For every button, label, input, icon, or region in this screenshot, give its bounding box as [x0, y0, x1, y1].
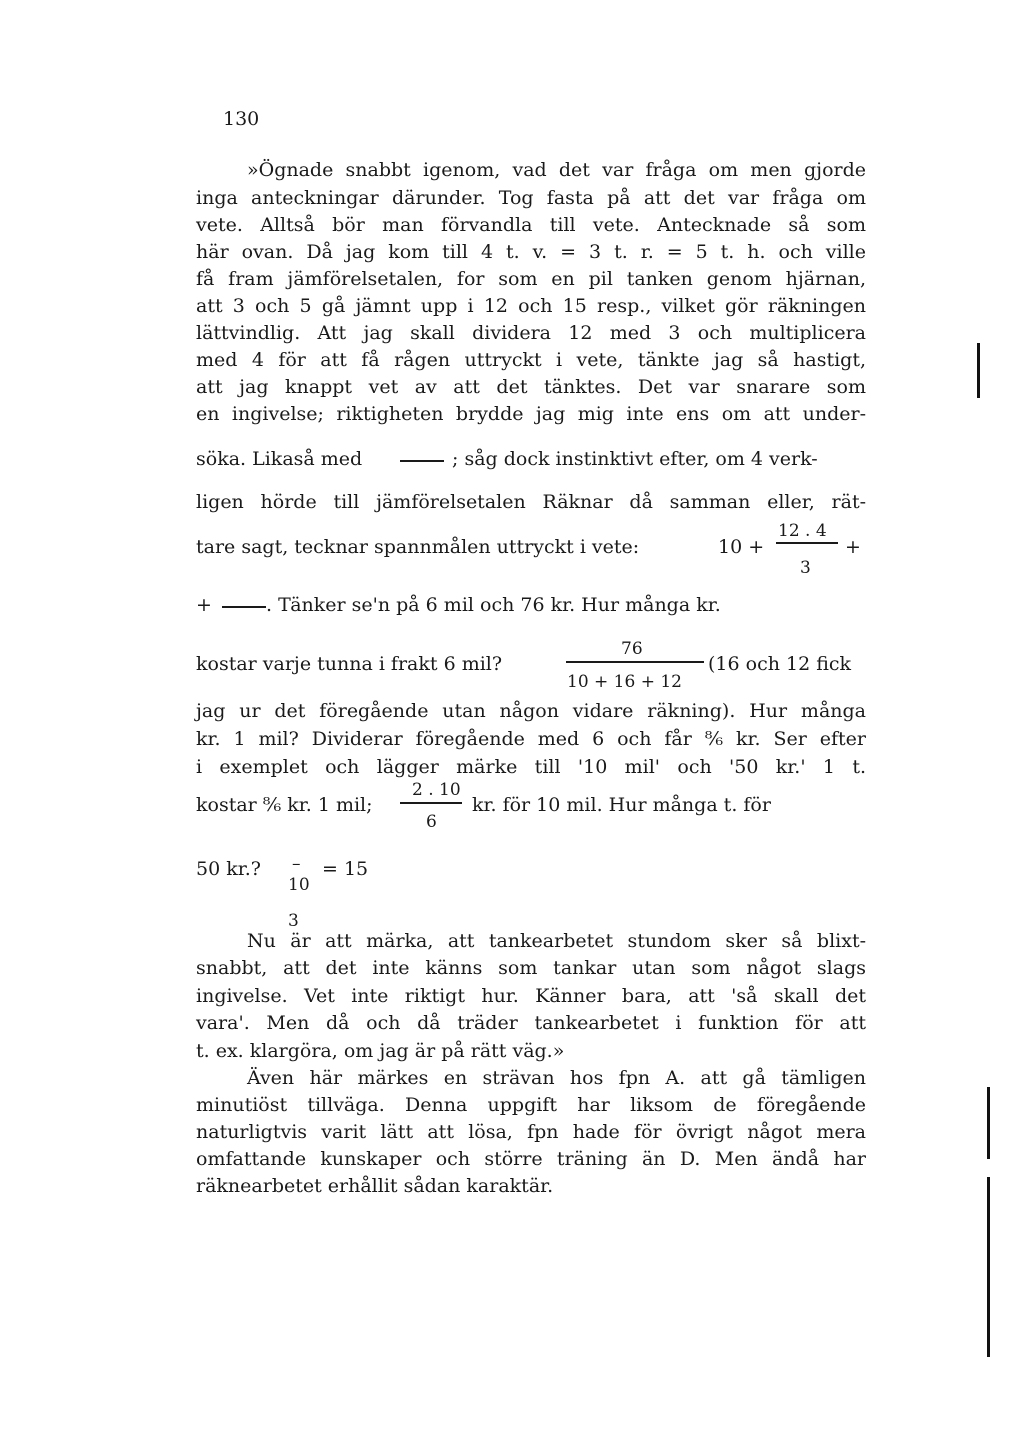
text-fragment: 50 kr.?: [196, 858, 261, 880]
text-fragment: +: [196, 594, 212, 616]
text-line: vara'. Men då och då träder tankearbetet i funktion för att: [196, 1012, 866, 1034]
text-line: minutiöst tillväga. Denna uppgift har liksom de föregående: [196, 1094, 866, 1116]
fraction-bar: [566, 661, 704, 663]
text-line: Nu är att märka, att tankearbetet stundom sker så blixt-: [247, 930, 866, 952]
text-fragment: kr. för 10 mil. Hur många t. för: [472, 794, 771, 816]
text-line: snabbt, att det inte känns som tankar utan som något slags: [196, 957, 866, 979]
text-line: vete. Alltså bör man förvandla till vete. Antecknade så som: [196, 214, 866, 236]
text-line: ligen hörde till jämförelsetalen Räknar då samman eller, rät-: [196, 491, 866, 513]
text-line: i exemplet och lägger märke till '10 mil' och '50 kr.' 1 t.: [196, 756, 866, 778]
fraction-numerator: 2 . 10: [412, 780, 461, 800]
scan-margin-mark: [987, 1177, 990, 1357]
text-line: ingivelse. Vet inte riktigt hur. Känner bara, att 'så skall det: [196, 985, 866, 1007]
fraction-numerator: –: [292, 854, 301, 874]
text-fragment: ; såg dock instinktivt efter, om 4 verk-: [452, 448, 818, 470]
text-line: med 4 för att få rågen uttryckt i vete, tänkte jag så hastigt,: [196, 349, 866, 371]
text-line: att jag knappt vet av att det tänktes. Det var snarare som: [196, 376, 866, 398]
text-line: en ingivelse; riktigheten brydde jag mig inte ens om att under-: [196, 403, 866, 425]
scan-margin-mark: [977, 343, 980, 398]
fraction-denominator: 10: [288, 875, 310, 895]
text-line: inga anteckningar därunder. Tog fasta på att det var fråga om: [196, 187, 866, 209]
text-line: t. ex. klargöra, om jag är på rätt väg.»: [196, 1040, 565, 1062]
fraction-numerator: 12 . 4: [778, 521, 827, 541]
text-line: »Ögnade snabbt igenom, vad det var fråga om men gjorde: [247, 159, 866, 181]
fraction-denominator: 6: [426, 812, 437, 832]
text-line: här ovan. Då jag kom till 4 t. v. = 3 t. r. = 5 t. h. och ville: [196, 241, 866, 263]
text-line: räknearbetet erhållit sådan karaktär.: [196, 1175, 554, 1197]
stray-digit: 3: [288, 911, 299, 931]
fraction-bar: [400, 802, 462, 804]
fraction-numerator: 76: [621, 639, 643, 659]
fraction-denominator: 10 + 16 + 12: [567, 672, 682, 692]
fraction-denominator: 3: [800, 558, 811, 578]
fraction-blank: [400, 460, 444, 462]
text-fragment: . Tänker se'n på 6 mil och 76 kr. Hur många kr.: [266, 594, 721, 616]
text-fragment: kostar ⁸⁄₆ kr. 1 mil;: [196, 794, 373, 816]
fraction-bar: [776, 542, 838, 544]
text-line: att 3 och 5 gå jämnt upp i 12 och 15 resp., vilket gör räkningen: [196, 295, 866, 317]
text-line: jag ur det föregående utan någon vidare räkning). Hur många: [196, 700, 866, 722]
text-line: naturligtvis varit lätt att lösa, fpn hade för övrigt något mera: [196, 1121, 866, 1143]
text-line: få fram jämförelsetalen, for som en pil tanken genom hjärnan,: [196, 268, 866, 290]
text-fragment: 10 +: [718, 536, 765, 558]
text-fragment: tare sagt, tecknar spannmålen uttryckt i vete:: [196, 536, 640, 558]
scan-margin-mark: [987, 1087, 990, 1159]
text-fragment: kostar varje tunna i frakt 6 mil?: [196, 653, 503, 675]
text-fragment: +: [845, 536, 861, 558]
text-line: omfattande kunskaper och större träning än D. Men ändå har: [196, 1148, 866, 1170]
text-line: kr. 1 mil? Dividerar föregående med 6 och får ⁸⁄₆ kr. Ser efter: [196, 728, 866, 750]
fraction-blank: [222, 606, 266, 608]
text-fragment: söka. Likaså med: [196, 448, 363, 470]
text-fragment: (16 och 12 fick: [708, 653, 852, 675]
text-fragment: = 15: [322, 858, 369, 880]
page-number: 130: [223, 108, 260, 130]
text-line: lättvindlig. Att jag skall dividera 12 med 3 och multiplicera: [196, 322, 866, 344]
text-line: Även här märkes en strävan hos fpn A. att gå tämligen: [247, 1067, 866, 1089]
